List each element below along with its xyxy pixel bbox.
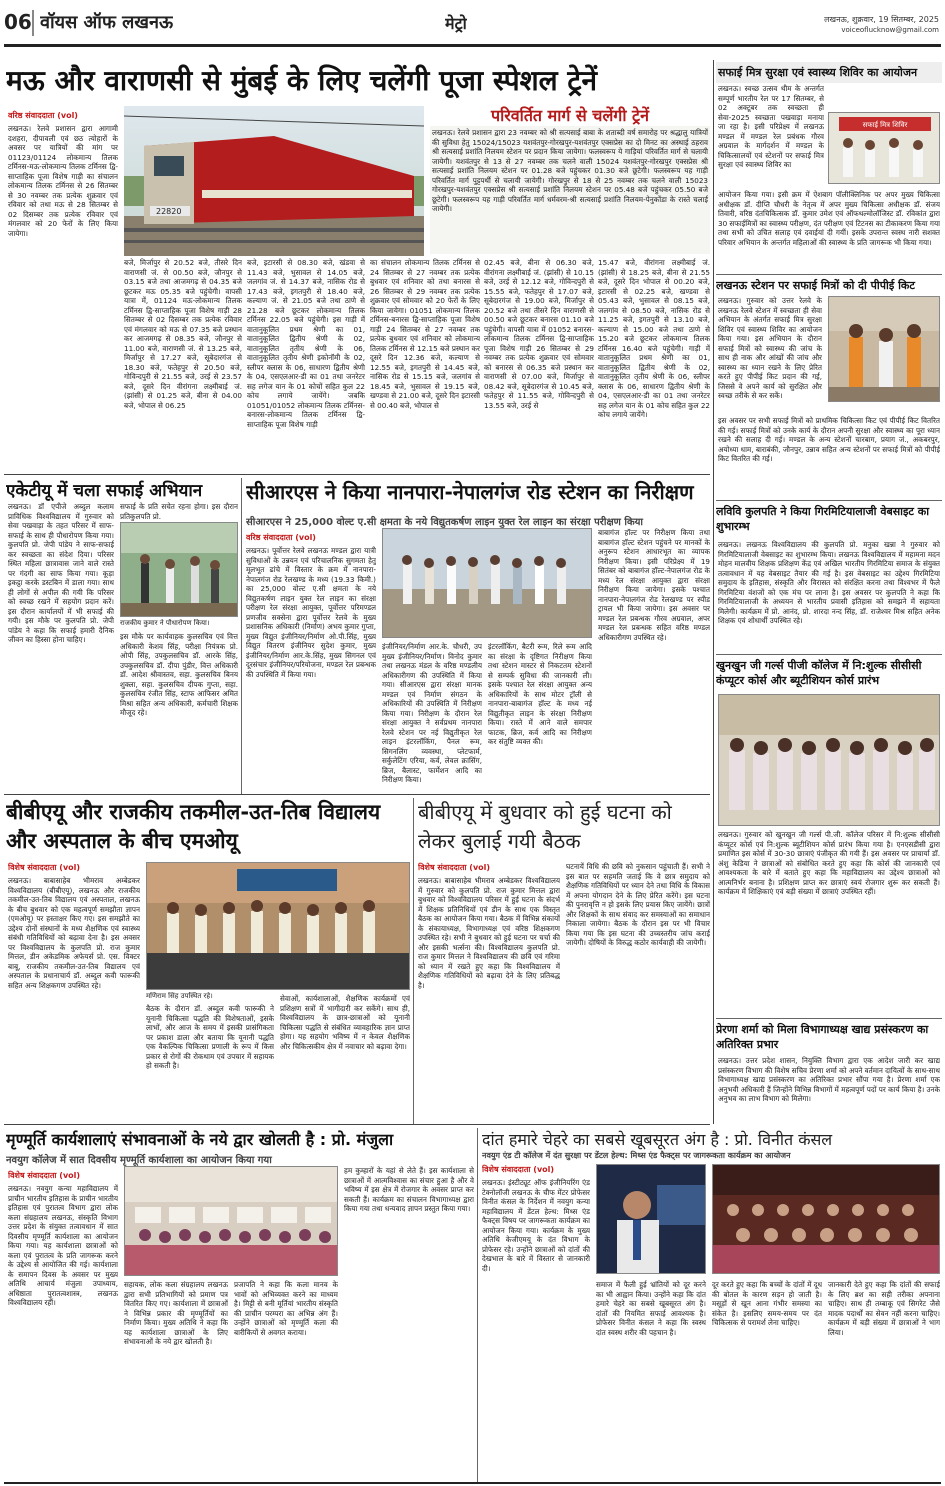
story3-text-a: लखनऊ। पूर्वोत्तर रेलवे लखनऊ मण्डल द्वारा यात्री सुविधाओं के उन्नयन एवं परिचालनिक सुगमता हेतु मूलभूत ढांचे में विस्तार के क्रम में नानपारा-नेपालगंज रोड रेलखण्ड के मध्य (19.33 किमी.) का 25,000 वोल्ट ए.सी क्षमता के नये विद्युतकर्षण लाइन युक्त रेल लाइन का संरक्षा परीक्षण रेल संरक्षा आयुक्त, पूर्वोत्तर परिमण्डल प्रणजीव सक्सेना द्वारा पूर्वोत्तर रेलवे के मुख्य प्रशासनिक अधिकारी (निर्माण) अभय कुमार गुप्ता, मुख्य विद्युत इंजीनियर/निर्माण ओ.पी.सिंह, मुख्य विद्युत वितरण इंजीनियर सुदेश कुमार, मुख्य इंजीनियर/निर्माण आर.के.सिंह, मुख्य सिगनल एवं दूरसंचार इंजीनियर/परियोजना, मण्डल रेल प्रबन्धक की उपस्थिति में किया गया। [246,546,376,679]
story3-sub: सीआरएस ने 25,000 वोल्ट ए.सी क्षमता के नये विद्युतकर्षण लाइन युक्त रेल लाइन का संरक्षा परीक्षण किया [246,517,644,528]
train-number: 22820 [156,207,182,216]
masthead-divider [32,10,34,36]
rule-sidebar-4 [716,1018,942,1019]
workshop-photo [124,1166,338,1276]
sidebar-s1-text-a: लखनऊ। स्वच्छ उत्सव थीम के अन्तर्गत सम्पूर्ण भारतीय रेल पर 17 सितम्बर, से 02 अक्टूबर तक स्वच्छता ही सेवा-2025 स्वच्छता पखवाड़ा मनाया जा रहा है। इसी परिप्रेक्ष्य में लखनऊ मण्डल में मण्डल रेल प्रबंधक गौरव अग्रवाल के मार्गदर्शन में मण्डल के चिकित्सालयों एवं स्टेशनों पर सफाई मित्र सुरक्षा एवं स्वास्थ्य शिविर का [718,84,824,169]
mou-photo [146,862,410,990]
mou-photo-caption: मणिराम सिंह उपस्थित रहे। [146,992,213,1000]
health-camp-photo [828,112,940,184]
story7-text-b: समाज में फैली हुई भ्रांतियों को दूर करने का भी आह्वान किया। उन्होंने कहा कि दांत हमारे चेहरे का सबसे खूबसूरत अंग है। दांतों की नियमित सफाई आवश्यक है। प्रोफेसर विनीत कंसल ने कहा कि स्वस्थ दांत स्वस्थ शरीर की पहचान है। [596,1280,706,1337]
audience-photo [712,1164,940,1274]
ppe-kit-photo [828,296,940,402]
story3-byline: वरिष्ठ संवाददाता (vol) [246,533,316,542]
rule-sidebar-3 [716,654,942,655]
story4-text-b: बैठक के दौरान डॉ. अब्दुल कवी फारूकी ने यूनानी चिकित्सा पद्धति की विशेषताओं, इसके लाभों, और आज के समय में इसकी प्रासंगिकता पर प्रकाश डाला और बताया कि यूनानी पद्धति एक वैकल्पिक चिकित्सा प्रणाली के रूप में किस प्रकार से रोगों की रोकथाम एवं उपचार में सहायक हो सकती है। [146,1004,274,1070]
rule-sidebar-1 [716,274,942,275]
story6-text-a: लखनऊ। नवयुग कन्या महाविद्यालय में प्राचीन भारतीय इतिहास के प्राचीन भारतीय इतिहास एवं पुरातत्व विभाग द्वारा लोक कला संग्रहालय लखनऊ, संस्कृति विभाग उत्तर प्रदेश के संयुक्त तत्वावधान में सात दिवसीय मृण्मूर्ति कार्यशाला का आयोजन किया गया। यह कार्यशाला छात्राओं को कला एवं पुरातत्व के प्रति जागरूक करने के उद्देश्य से आयोजित की गई। कार्यशाला के समापन दिवस के अवसर पर मुख्य अतिथि आचार्य मंजुला उपाध्याय, अधिष्ठाता पुरातत्वशास्त्र, लखनऊ विश्वविद्यालय रहीं। [8,1184,118,1307]
story6-text-d: हम कुम्हारों के यहां से लेते हैं। इस कार्यशाला से छात्राओं में आत्मविश्वास का संचार हुआ है और वे भविष्य में इस क्षेत्र में रोजगार के अवसर प्राप्त कर सकती हैं। कार्यक्रम का संचालन विभागाध्यक्ष द्वारा किया गया तथा धन्यवाद ज्ञापन प्रस्तुत किया गया। [344,1166,474,1213]
aktu-photo [120,522,238,617]
story7-text-d: जानकारी देते हुए कहा कि दांतों की सफाई के लिए ब्रश का सही तरीका अपनाना चाहिए। साथ ही तम्बाकू एवं सिगरेट जैसे मादक पदार्थों का सेवन नहीं करना चाहिए। कार्यक्रम में बड़ी संख्या में छात्राओं ने भाग लिया। [828,1280,940,1337]
story7-sub: नवयुग एंड टी कॉलेज में दंत सुरक्षा पर डेंटल हेल्थ: मिथ्स एंड फैक्ट्स पर जागरूकता कार्यक्रम का आयोजन [482,1151,791,1160]
story1-lead: लखनऊ। रेलवे प्रशासन द्वारा आगामी दशहरा, दीपावली एवं छठ त्योहारों के अवसर पर यात्रियों की मांग पर 01123/01124 लोकमान्य तिलक टर्मिनस-मऊ-लोकमान्य तिलक टर्मिनस द्वि-साप्ताहिक पूजा विशेष गाड़ी का संचालन लोकमान्य तिलक टर्मिनस से 26 सितम्बर से 30 नवम्बर तक प्रत्येक शुक्रवार एवं रविवार को तथा मऊ से 28 सितम्बर से 02 दिसम्बर तक प्रत्येक रविवार एवं मंगलवार को 20 फेरों के लिए किया जायेगा। [8,124,118,238]
story5-headline: बीबीएयू में बुधवार को हुई घटना को लेकर बुलाई गयी बैठक [418,800,672,853]
dateline: लखनऊ, शुक्रवार, 19 सितम्बर, 2025 [824,15,939,24]
story1-col7: 15.47 बजे, वीरांगना लक्ष्मीबाई जं. (झांसी) से 18.25 बजे, बीना से 21.55 बजे, दूसरे दिन भोपाल से 00.20 बजे, इटारसी से 02.25 बजे, खण्डवा से 05.43 बजे, भुसावल से 08.15 बजे, जलगांव से 08.50 बजे, नासिक रोड से 11.25 बजे, इगतपुरी से 13.10 बजे, कल्याण से 15.00 बजे तथा ठाणे से 15.20 बजे छूटकर लोकमान्य तिलक टर्मिनस 16.40 बजे पहुंचेगी। गाड़ी में वातानुकूलित प्रथम श्रेणी का 01, वातानुकूलित द्वितीय श्रेणी के 02, वातानुकूलित तृतीय श्रेणी के 06, स्लीपर क्लास के 06, साधारण द्वितीय श्रेणी के 04, एसएलआर-डी का 01 तथा जनरेटर सह लगेज यान के 01 कोच सहित कुल 22 कोच लगाये जायेंगे। [598,258,710,419]
rule-v-story4 [413,798,414,1124]
story1-byline: वरिष्ठ संवाददाता (vol) [8,111,78,120]
story3-headline: सीआरएस ने किया नानपारा-नेपालगंज रोड स्टेशन का निरीक्षण [246,480,694,504]
story1-col6: 02.45 बजे, बीना से 06.30 बजे, वीरांगना लक्ष्मीबाई जं. (झांसी) से 10.15 बजे, उरई से 12.12 बजे, गोविन्दपुरी से 15.55 बजे, फतेहपुर से 17.07 बजे, सूबेदारगंज से 19.00 बजे, मिर्जापुर से 20.52 बजे तथा तीसरे दिन वाराणसी से 00.50 बजे छूटकर बनारस 01.10 बजे पहुंचेगी। वापसी यात्रा में 01052 बनारस-लोकमान्य तिलक टर्मिनस द्वि-साप्ताहिक पूजा विशेष गाड़ी 26 सितम्बर से 29 नवम्बर तक प्रत्येक शुक्रवार एवं सोमवार को बनारस से 06.35 बजे प्रस्थान कर वाराणसी से 07.00 बजे, मिर्जापुर से 08.42 बजे, सूबेदारगंज से 10.45 बजे, फतेहपुर से 11.55 बजे, गोविन्दपुरी से 13.55 बजे, उरई से [484,258,594,410]
story1-diverted: लखनऊ। रेलवे प्रशासन द्वारा 23 नवम्बर को श्री सत्यसाई बाबा के शताब्दी वर्ष समारोह पर श्रद्धालु यात्रियों की सुविधा हेतु 15024/15023 यशवंतपुर-गोरखपुर-यशवंतपुर एक्सप्रेस का दो मिनट का अस्थाई ठहराव श्री सत्यसाई प्रशांति निलयम स्टेशन पर प्रदान किया जायेगा। फलस्वरूप ये गाड़ियां परिवर्तित मार्ग से चलायी जायेगी। यशवंतपुर से 13 से 27 नवम्बर तक चलने वाली 15024 यशवंतपुर-गोरखपुर एक्सप्रेस श्री सत्यसाई प्रशांति निलयम स्टेशन पर 01.28 बजे पहुंचकर 01.30 बजे छूटेगी। फलस्वरूप यह गाड़ी परिवर्तित मार्ग पुट्टपर्थी से चलायी जायेगी। गोरखपुर से 18 से 25 नवम्बर तक चलने वाली 15023 गोरखपुर-यशवंतपुर एक्सप्रेस श्री सत्यसाई प्रशांति निलयम स्टेशन पर 05.48 बजे पहुंचकर 05.50 बजे छूटेगी। फलस्वरूप यह गाड़ी परिवर्तित मार्ग धर्मवरम-श्री सत्यसाई प्रशांति निलयम-पेनुकोंडा के रास्ते चलाई जायेगी। [430,126,710,254]
sidebar-s5-headline: प्रेरणा शर्मा को मिला विभागाध्यक्ष खाद्य प्रसंस्करण का अतिरिक्त प्रभार [716,1023,929,1051]
sidebar-s1-headline: सफाई मित्र सुरक्षा एवं स्वास्थ्य शिविर का आयोजन [716,62,942,83]
story5-text-b: घटनायें विधि की छवि को नुकसान पहुंचाती हैं। सभी ने इस बात पर सहमति जताई कि वे छात्र समुदाय को शैक्षणिक गतिविधियों पर ध्यान देने तथा विधि के विकास में अपना योगदान देने के लिए प्रेरित करेंगे। इस घटना की पुनरावृत्ति न हो इसके लिए प्रयास किए जायेंगे। छात्रों और शिक्षकों के साथ संवाद कर समस्याओं का समाधान निकाला जायेगा। बैठक के दौरान इस पर भी विचार किया गया कि इस घटना की उच्चस्तरीय जांच कराई जायेगी। दोषियों के विरुद्ध कठोर कार्यवाही की जायेगी। [566,862,710,947]
sidebar-s3-headline: लविवि कुलपति ने किया गिरमिटियालाजी वेबसाइट का शुभारम्भ [716,505,930,533]
sidebar-s4-text: लखनऊ। गुरुवार को खुनखुन जी गर्ल्स पी.जी. कॉलेज परिसर में नि:शुल्क सीसीसी कंप्यूटर कोर्स एवं नि:शुल्क ब्यूटीशियन कोर्स प्रारंभ किया गया है। एनएसडीसी द्वारा प्रमाणित इस कोर्स में 30-30 छात्राएं पंजीकृत की गयी हैं। इस अवसर पर प्राचार्या डॉ. अंशु केडिया ने छात्राओं को संबोधित करते हुए कहा कि कोर्स की जानकारी एवं आवश्यकता के बारे में बताते हुए कहा कि महाविद्यालय का उद्देश्य छात्राओं को आत्मनिर्भर बनाना है। प्रशिक्षण प्राप्त कर छात्राएं स्वयं रोजगार शुरू कर सकती हैं। कार्यक्रम में शिक्षिकाएं एवं बड़ी संख्या में छात्राएं उपस्थित रहीं। [718,830,940,896]
story3-text-d: बाबागंज हॉल्ट पर निरीक्षण किया तथा बाबागंज हॉल्ट स्टेशन पहुंचने पर मानकों के अनुरूप स्टेशन आधारभूत का व्यापक निरीक्षण किया। इसी परिप्रेक्ष्य में 19 सितंबर को बाबागंज हॉल्ट-नेपालगंज रोड के मध्य रेल संरक्षा आयुक्त द्वारा संरक्षा निरीक्षण किया जायेगा। इसके पश्चात नानपारा-नेपालगंज रोड रेलखण्ड पर स्पीड ट्रायल भी किया जायेगा। इस अवसर पर मण्डल रेल प्रबन्धक गौरव अग्रवाल, अपर मण्डल रेल प्रबन्धक सहित वरिष्ठ मण्डल अधिकारीगण उपस्थित रहे। [598,528,710,642]
sidebar-s3-text: लखनऊ। लखनऊ विश्वविद्यालय की कुलपति प्रो. मनुका खन्ना ने गुरुवार को गिरमिटियालाजी वेबसाइट का शुभारम्भ किया। लखनऊ विश्वविद्यालय में महामना मदन मोहन मालवीय शिक्षक प्रशिक्षण केंद्र एवं अखिल भारतीय गिरमिटिया समाज के संयुक्त तत्वावधान में यह वेबसाइट तैयार की गई है। इस वेबसाइट का उद्देश्य गिरमिटिया समुदाय के इतिहास, संस्कृति और विरासत को संरक्षित करना तथा विश्वभर में फैले गिरमिटिया वंशजों को एक मंच पर लाना है। इस अवसर पर कुलपति ने कहा कि गिरमिटियालाजी के अध्ययन से भारतीय प्रवासी इतिहास को समझने में सहायता मिलेगी। कार्यक्रम में प्रो. आनंद, प्रो. शारदा नन्द सिंह, डॉ. राजेश्वर मिश्र सहित अनेक शिक्षक एवं शोधार्थी उपस्थित रहे। [718,540,940,625]
rule-v-story6 [477,1128,478,1482]
masthead [0,0,945,58]
section-name: मेट्रो [445,14,467,33]
story7-text-a: लखनऊ। इंस्टीट्यूट ऑफ इंजीनियरिंग एंड टेक्नोलॉजी लखनऊ के चीफ मेंटर प्रोफेसर विनीत कंसल के निर्देशन में नवयुग कन्या महाविद्यालय में डेंटल हेल्थ: मिथ्स एंड फैक्ट्स विषय पर जागरूकता कार्यक्रम का आयोजन किया गया। कार्यक्रम के मुख्य अतिथि केजीएमयू के दंत विभाग के प्रोफेसर रहे। उन्होंने छात्राओं को दांतों की देखभाल के बारे में विस्तार से जानकारी दी। [482,1178,590,1273]
paper-name: वॉयस ऑफ लखनऊ [40,12,174,33]
story1-col3: बजे, मिर्जापुर से 20.52 बजे, तीसरे दिन वाराणसी जं. से 00.50 बजे, जौनपुर से 03.15 बजे तथा आजमगढ़ से 04.35 बजे छूटकर मऊ 05.35 बजे पहुंचेगी। वापसी यात्रा में, 01124 मऊ-लोकमान्य तिलक टर्मिनस द्वि-साप्ताहिक पूजा विशेष गाड़ी 28 सितम्बर से 02 दिसम्बर तक प्रत्येक रविवार एवं मंगलवार को मऊ से 07.35 बजे प्रस्थान कर आजमगढ़ से 08.35 बजे, जौनपुर से 11.00 बजे, वाराणसी जं. से 13.25 बजे, मिर्जापुर से 17.27 बजे, सूबेदारगंज से 18.30 बजे, फतेहपुर से 20.50 बजे, गोविन्दपुरी से 21.55 बजे, उरई से 23.57 बजे, दूसरे दिन वीरांगना लक्ष्मीबाई जं. (झांसी) से 01.25 बजे, बीना से 04.00 बजे, भोपाल से 06.25 [124,258,242,410]
bottom-rule [4,1482,941,1484]
train-photo [124,106,424,256]
page-number: 06 [4,10,32,34]
train-illustration [124,106,424,256]
rule-sidebar-2 [716,500,942,501]
story4-text-c: सेवाओं, कार्यशालाओं, शैक्षणिक कार्यक्रमों एवं प्रशिक्षण सत्रों में भागीदारी कर सकेंगे। साथ ही, विश्वविद्यालय के छात्र-छात्राओं को यूनानी चिकित्सा पद्धति से संबंधित व्यावहारिक ज्ञान प्राप्त होगा। यह सहयोग भविष्य में न केवल शैक्षणिक और चिकित्सकीय क्षेत्र में नवाचार को बढ़ावा देगा। [280,994,410,1051]
rule-v-story2 [241,478,242,794]
story4-headline: बीबीएयू और राजकीय तकमील-उत-तिब विद्यालय और अस्पताल के बीच एमओयू [6,800,381,853]
story7-text-c: दूर करते हुए कहा कि बच्चों के दांतों में दूध की बोतल के कारण सड़न हो जाती है। मसूड़ों से खून आना गंभीर समस्या का संकेत है। इसलिए समय-समय पर दंत चिकित्सक से परामर्श लेना चाहिए। [712,1280,822,1327]
story2-text-c: इस मौके पर कार्यवाहक कुलसचिव एवं वित्त अधिकारी केशव सिंह, परीक्षा नियंत्रक प्रो. ओपी सिंह, उपकुलसचिव डॉ. आरके सिंह, उपकुलसचिव डॉ. दीपा पुंडीर, वित्त अधिकारी डॉ. आदेश श्रीवास्तव, सहा. कुलसचिव बिनय शुक्ला, सहा. कुलसचिव दीपक गुप्ता, सहा. कुलसचिव रंजीत सिंह, स्टाफ आफिसर अमित मिश्रा सहित अन्य अधिकारी, कर्मचारी शिक्षक मौजूद रहे। [120,632,238,717]
story4-byline: विशेष संवाददाता (vol) [8,863,81,872]
rule-v-sidebar [713,60,714,1124]
aktu-photo-caption: राजकीय कुमार ने पौधारोपण किया। [120,619,210,627]
sidebar-s4-headline: खुनखुन जी गर्ल्स पीजी कॉलेज में नि:शुल्क सीसीसी कंप्यूटर कोर्स और ब्यूटीशियन कोर्स प्रारंभ [716,659,922,687]
camp-banner-text: सफाई मित्र शिविर [862,121,908,129]
story1-headline: मऊ और वाराणसी से मुंबई के लिए चलेंगी पूजा स्पेशल ट्रेनें [6,64,598,97]
story6-text-c: प्रजापति ने कहा कि कला मानव के भावों को अभिव्यक्त करने का माध्यम है। मिट्टी से बनी मूर्तियां भारतीय संस्कृति की प्राचीन परम्परा का अभिन्न अंग हैं। उन्होंने छात्राओं को मृण्मूर्ति कला की बारीकियों से अवगत कराया। [234,1280,338,1337]
story2-text-b: सफाई के प्रति सचेत रहना होगा। इस दौरान प्रतिकुलपति प्रो. [120,502,238,521]
story7-byline: विशेष संवाददाता (vol) [482,1165,555,1174]
rule-story5 [4,1124,710,1125]
story4-text-a: लखनऊ। बाबासाहेब भीमराव अम्बेडकर विश्वविद्यालय (बीबीएयू), लखनऊ और राजकीय तकमील-उत-तिब विद्यालय एवं अस्पताल, लखनऊ के बीच बुधवार को एक महत्वपूर्ण समझौता ज्ञापन (एमओयू) पर हस्ताक्षर किए गए। इस समझौते का उद्देश्य दोनों संस्थानों के मध्य शैक्षणिक एवं स्वास्थ्य संबंधी गतिविधियों को बढ़ावा देना है। इस अवसर पर विश्वविद्यालय के कुलपति प्रो. राज कुमार मित्तल, डीन अकेडमिक अफेयर्स प्रो. एस. विक्टर बाबू, राजकीय तकमील-उत-तिब विद्यालय एवं अस्पताल के प्रधानाचार्य डॉ. अब्दुल कवी फारूकी सहित अन्य शिक्षकगण उपस्थित रहे। [8,876,140,990]
story6-byline: विशेष संवाददाता (vol) [8,1171,81,1180]
story3-text-b: इंजीनियर/निर्माण आर.के. चौधरी, उप मुख्य इंजीनियर/निर्माण। विनोद कुमार तथा लखनऊ मंडल के वरिष्ठ मण्डलीय अधिकारीगण की उपस्थिति में किया गया। सीआरएस द्वारा संरक्षा मानक मण्डल एवं निर्माण संगठन के अधिकारियों की उपस्थिति में निरीक्षण किया गया। निरीक्षण के दौरान रेल संरक्षा आयुक्त ने सर्वप्रथम नानपारा रेलवे स्टेशन पर नई विद्युतीकृत रेल लाइन इंटरलॉकिंग, पैनल रूम, सिगनलिंग व्यवस्था, प्लेटफार्म, सर्कुलेटिंग एरिया, कर्व, लेवल क्रासिंग, ब्रिज, बैलास्ट, फार्मेशन आदि का निरीक्षण किया। [382,642,482,784]
story6-text-b: सहायक, लोक कला संग्रहालय लखनऊ द्वारा सभी प्रतिभागियों को प्रमाण पत्र वितरित किए गए। कार्यशाला में छात्राओं ने विभिन्न प्रकार की मृण्मूर्तियों का निर्माण किया। मुख्य अतिथि ने कहा कि यह कार्यशाला छात्राओं के लिए संभावनाओं के नये द्वार खोलती है। [124,1280,228,1346]
sidebar-s2-text-b: इस अवसर पर सभी सफाई मित्रों को प्राथमिक चिकित्सा किट एवं पीपीई किट वितरित की गई। सफाई मित्रों को उनके कार्य के दौरान अपनी सुरक्षा और स्वास्थ्य का पूरा ध्यान रखने की सलाह दी गई। मण्डल के अन्य स्टेशनों चारबाग, प्रयाग जं., अकबरपुर, अयोध्या धाम, बाराबंकी, जौनपुर, उन्नाव सहित अन्य स्टेशनों पर सफाई मित्रों को पीपीई किट वितरित की गई। [718,416,940,463]
sidebar-s2-text-a: लखनऊ। गुरुवार को उत्तर रेलवे के लखनऊ रेलवे स्टेशन में स्वच्छता ही सेवा अभियान के अंतर्गत सफाई मित्र सुरक्षा शिविर एवं स्वास्थ्य शिविर का आयोजन किया गया। इस अभियान के दौरान सफाई मित्रों को स्वास्थ्य की जांच के साथ ही नाक और आंखों की जांच और स्वास्थ्य का ध्यान रखने के लिए प्रेरित करते हुए पीपीई किट प्रदान की गई, जिससे वे अपने कार्य को सुरक्षित और स्वच्छ तरीके से कर सकें। [718,296,822,400]
story1-col4: बजे, इटारसी से 08.30 बजे, खंडवा से 11.43 बजे, भुसावल से 14.05 बजे, जलगांव जं. से 14.37 बजे, नासिक रोड से 17.43 बजे, इगतपुरी से 18.40 बजे, कल्याण जं. से 21.05 बजे तथा ठाणे से 21.28 बजे छूटकर लोकमान्य तिलक टर्मिनस 22.05 बजे पहुंचेगी। इस गाड़ी में वातानुकूलित प्रथम श्रेणी का 01, वातानुकूलित द्वितीय श्रेणी के 02, वातानुकूलित तृतीय श्रेणी के 06, वातानुकूलित तृतीय श्रेणी इकोनॉमी के 02, स्लीपर क्लास के 06, साधारण द्वितीय श्रेणी के 04, एसएलआर-डी का 01 तथा जनरेटर सह लगेज यान के 01 कोचों सहित कुल 22 कोच लगाये जायेंगे। जबकि 01051/01052 लोकमान्य तिलक टर्मिनस-बनारस-लोकमान्य तिलक टर्मिनस द्वि-साप्ताहिक पूजा विशेष गाड़ी [247,258,365,429]
story6-sub: नवयुग कॉलेज में सात दिवसीय मृण्मूर्ति कार्यशाला का आयोजन किया गया [6,1155,272,1166]
speaker-photo [596,1164,706,1274]
story2-text-a: लखनऊ। डॉ एपीजे अब्दुल कलाम प्राविधिक विश्वविद्यालय में गुरुवार को सेवा पखवाड़ा के तहत परिसर में साफ-सफाई के साथ ही पौधारोपण किया गया। कुलपति प्रो. जेपी पांडेय ने साफ-सफाई कर स्वच्छता का संदेश दिया। परिसर स्थित महिला छात्रावास जाने वाले रास्ते पर गंदगी का साफ किया गया। कूड़ा इकट्ठा करके डस्टबिन में डाला गया। साथ ही लोगों से अपील की गयी कि परिसर को स्वच्छ रखने में सहयोग प्रदान करें। इस दौरान कार्यालयों में भी सफाई की गयी। इस मौके पर कुलपति प्रो. जेपी पांडेय ने कहा कि सफाई हमारी दैनिक जीवन का हिस्सा होना चाहिए। [8,502,114,644]
sidebar-s2-headline: लखनऊ स्टेशन पर सफाई मित्रों को दी पीपीई किट [716,279,915,292]
story1-col5: का संचालन लोकमान्य तिलक टर्मिनस से 24 सितम्बर से 27 नवम्बर तक प्रत्येक बुधवार एवं शनिवार को तथा बनारस से 26 सितम्बर से 29 नवम्बर तक प्रत्येक शुक्रवार एवं सोमवार को 20 फेरों के लिए किया जायेगा। 01051 लोकमान्य तिलक टर्मिनस-बनारस द्वि-साप्ताहिक पूजा विशेष गाड़ी 24 सितम्बर से 27 नवम्बर तक प्रत्येक बुधवार एवं शनिवार को लोकमान्य तिलक टर्मिनस से 12.15 बजे प्रस्थान कर दूसरे दिन 12.36 बजे, कल्याण से 12.55 बजे, इगतपुरी से 14.45 बजे, नासिक रोड से 15.15 बजे, जलगांव से 18.45 बजे, भुसावल से 19.15 बजे, खण्डवा से 21.00 बजे, दूसरे दिन इटारसी से 00.40 बजे, भोपाल से [370,258,480,410]
story1-subhead: परिवर्तित मार्ग से चलेंगी ट्रेनें [491,106,649,125]
story7-headline: दांत हमारे चेहरे का सबसे खूबसूरत अंग है : प्रो. विनीत कंसल [482,1130,833,1149]
story5-text-a: लखनऊ। बाबासाहेब भीमराव अम्बेडकर विश्वविद्यालय में गुरुवार को कुलपति प्रो. राज कुमार मित्तल द्वारा बुधवार को विश्वविद्यालय परिसर में हुई घटना के संदर्भ में शिक्षक प्रतिनिधियों एवं डीन के साथ एक विस्तृत बैठक का आयोजन किया गया। बैठक में विभिन्न संकायों के संकायाध्यक्ष, विभागाध्यक्ष एवं वरिष्ठ शिक्षकगण उपस्थित रहे। सभी ने बुधवार को हुई घटना पर चर्चा की और इसकी भर्त्सना की। विश्वविद्यालय कुलपति प्रो. राज कुमार मित्तल ने विश्वविद्यालय की छवि एवं गरिमा को ध्यान में रखते हुए कहा कि विश्वविद्यालय में शैक्षणिक गतिविधियों को बढ़ावा देने के लिए प्रतिबद्ध है। [418,876,560,990]
story2-headline: एकेटीयू में चला सफाई अभियान [6,481,203,501]
masthead-rule [4,44,941,47]
rule-story1 [4,474,710,475]
sidebar-s5-text: लखनऊ। उत्तर प्रदेश शासन, नियुक्ति विभाग द्वारा एक आदेश जारी कर खाद्य प्रसंस्करण विभाग की विशेष सचिव प्रेरणा शर्मा को अपने वर्तमान दायित्वों के साथ-साथ विभागाध्यक्ष खाद्य प्रसंस्करण का अतिरिक्त प्रभार सौंपा गया है। प्रेरणा शर्मा एक अनुभवी अधिकारी हैं जिन्होंने विभिन्न विभागों में महत्वपूर्ण पदों पर कार्य किया है। उनके अनुभव का लाभ विभाग को मिलेगा। [718,1056,940,1103]
sidebar-s1-text-b: आयोजन किया गया। इसी क्रम में ऐशबाग पॉलीक्लिनिक पर अपर मुख्य चिकित्सा अधीक्षक डॉ. दीप्ति चौधरी के नेतृत्व में अपर मुख्य चिकित्सा अधीक्षक डॉ. संजय तिवारी, वरिष्ठ दंतचिकित्सक डॉ. कुमार उमेश एवं ऑफथल्मोलॉजिस्ट डॉ. रविकांत द्वारा 30 सफाईमित्रों का स्वास्थ्य परीक्षण, दंत परीक्षण एवं टिटनस का टीकाकरण किया गया तथा सभी को उचित सलाह एवं दवाईयां दी गयीं। इसके उपरान्त स्वस्थ नारी सशक्त परिवार अभियान के अन्तर्गत महिलाओं की स्वास्थ्य के प्रति जागरूक भी किया गया। [718,190,940,247]
story5-byline: विशेष संवाददाता (vol) [418,863,491,872]
story3-text-c: इंटरलॉकिंग, बैटरी रूम, रिले रूम आदि का संरक्षा के दृष्टिगत निरीक्षण किया तथा स्टेशन मास्टर से निकटतम स्टेशनों से सम्पर्क सुविधा की जानकारी ली। इसके पश्चात रेल संरक्षा आयुक्त अन्य अधिकारियों के साथ मोटर ट्रॉली से नानपारा-बाबागंज हॉल्ट के मध्य नई विद्युतीकृत लाइन के संरक्षा निरीक्षण किया। रास्ते में आने वाले समपार फाटक, ब्रिज, कर्व आदि का निरीक्षण कर संतुष्टि व्यक्त की। [488,642,592,746]
crs-photo [382,528,592,638]
site-email: voiceoflucknow@gmail.com [841,26,939,34]
rule-story3 [4,794,710,795]
story6-headline: मृण्मूर्ति कार्यशालाएं संभावनाओं के नये द्वार खोलती है : प्रो. मंजुला [6,1130,394,1149]
students-photo [718,694,940,826]
